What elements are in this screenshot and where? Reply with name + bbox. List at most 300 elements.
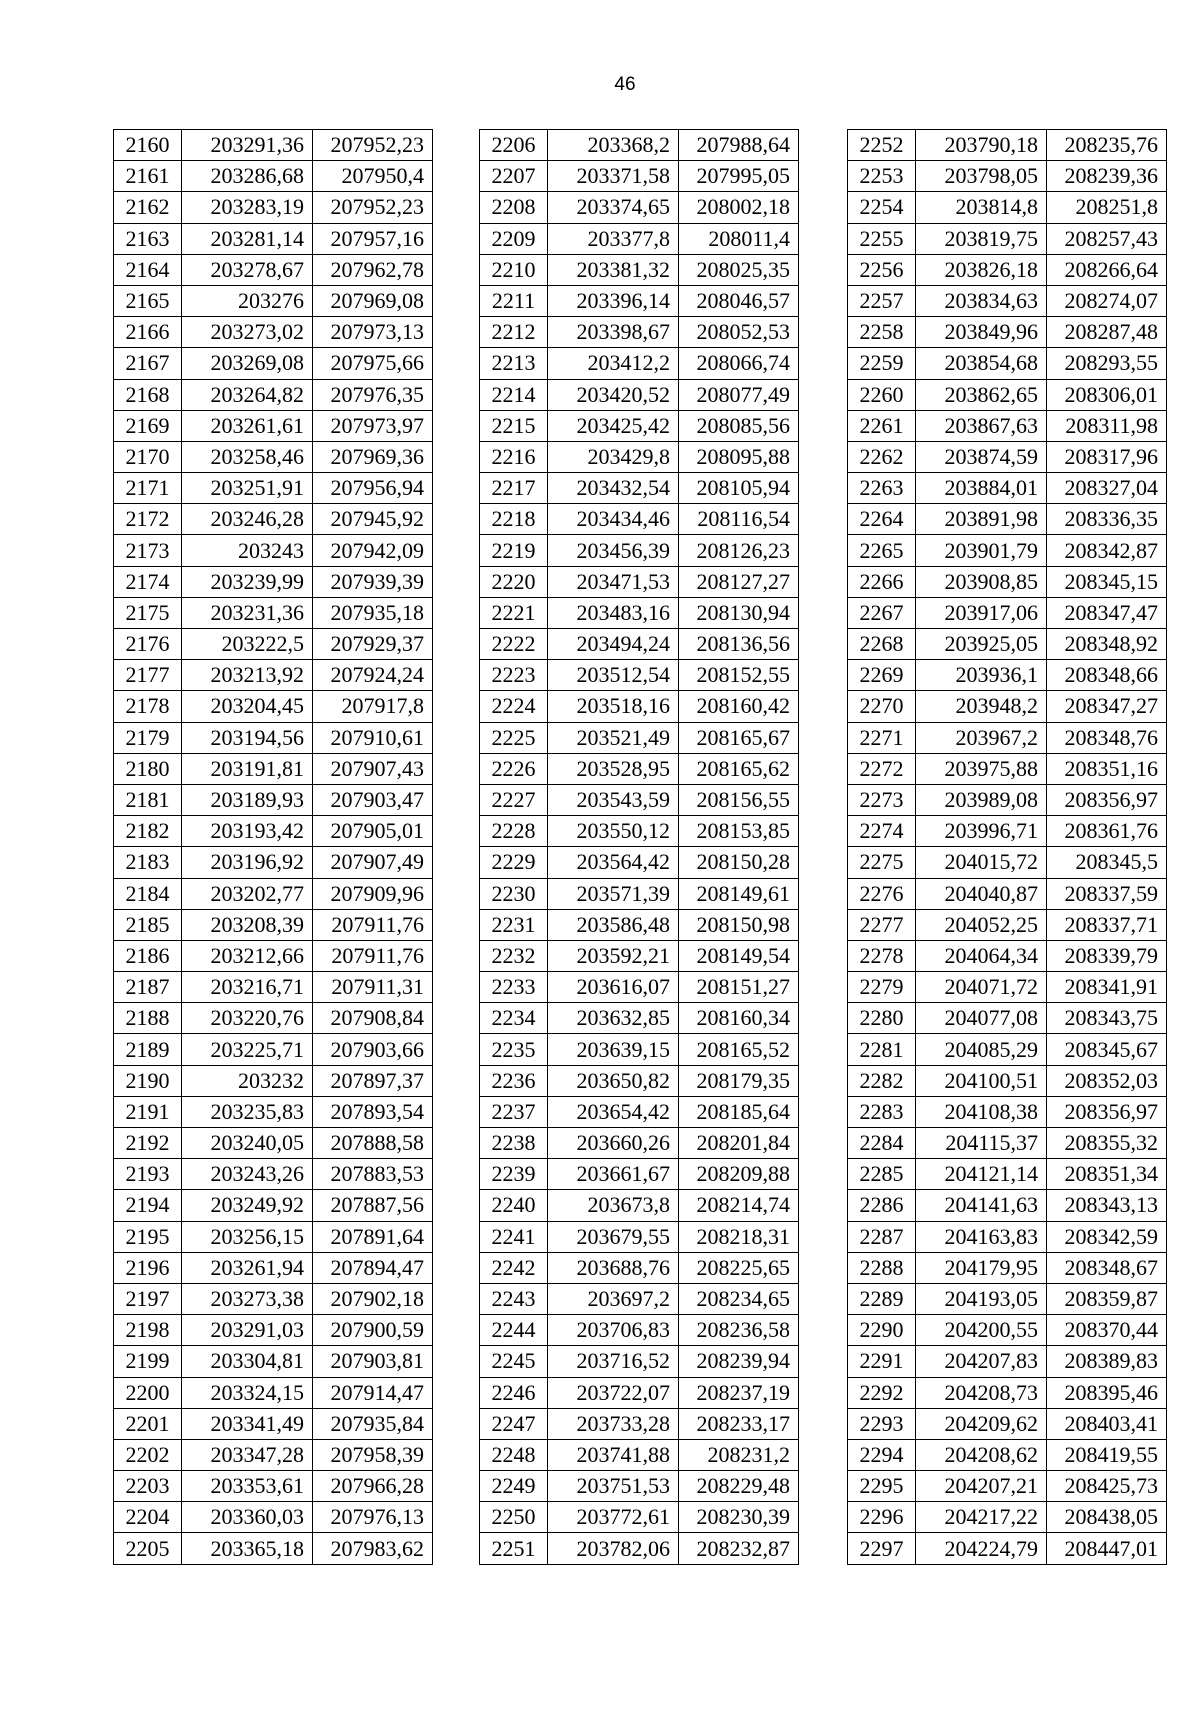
table-row (848, 1408, 1167, 1439)
point-number-cell: 2276 (848, 878, 916, 909)
table-row (848, 317, 1167, 348)
table-row (480, 1471, 799, 1502)
point-number-cell: 2230 (480, 878, 548, 909)
y-coordinate-cell: 207917,8 (313, 691, 433, 722)
y-coordinate-cell: 208356,97 (1047, 784, 1167, 815)
x-coordinate-cell: 203429,8 (548, 441, 679, 472)
x-coordinate-cell: 204200,55 (916, 1315, 1047, 1346)
table-row (114, 317, 433, 348)
x-coordinate-cell: 204163,83 (916, 1221, 1047, 1252)
x-coordinate-cell: 203884,01 (916, 473, 1047, 504)
table-row (114, 254, 433, 285)
y-coordinate-cell: 207891,64 (313, 1221, 433, 1252)
point-number-cell: 2222 (480, 629, 548, 660)
x-coordinate-cell: 204064,34 (916, 940, 1047, 971)
x-coordinate-cell: 203592,21 (548, 940, 679, 971)
point-number-cell: 2179 (114, 722, 182, 753)
y-coordinate-cell: 208347,27 (1047, 691, 1167, 722)
point-number-cell: 2256 (848, 254, 916, 285)
x-coordinate-cell: 203741,88 (548, 1439, 679, 1470)
x-coordinate-cell: 204207,83 (916, 1346, 1047, 1377)
y-coordinate-cell: 207893,54 (313, 1096, 433, 1127)
y-coordinate-cell: 208327,04 (1047, 473, 1167, 504)
x-coordinate-cell: 203782,06 (548, 1533, 679, 1564)
table-row (114, 1377, 433, 1408)
y-coordinate-cell: 208352,03 (1047, 1065, 1167, 1096)
table-row (480, 1315, 799, 1346)
point-number-cell: 2194 (114, 1190, 182, 1221)
table-row (480, 660, 799, 691)
table-row (114, 597, 433, 628)
x-coordinate-cell: 203249,92 (182, 1190, 313, 1221)
table-row (480, 130, 799, 161)
table-row (114, 504, 433, 535)
coordinates-table-3 (847, 129, 1167, 1565)
x-coordinate-cell: 203420,52 (548, 379, 679, 410)
y-coordinate-cell: 208351,34 (1047, 1159, 1167, 1190)
x-coordinate-cell: 204209,62 (916, 1408, 1047, 1439)
point-number-cell: 2163 (114, 223, 182, 254)
y-coordinate-cell: 208403,41 (1047, 1408, 1167, 1439)
point-number-cell: 2283 (848, 1096, 916, 1127)
point-number-cell: 2184 (114, 878, 182, 909)
table-row (114, 1252, 433, 1283)
x-coordinate-cell: 203365,18 (182, 1533, 313, 1564)
x-coordinate-cell: 204040,87 (916, 878, 1047, 909)
x-coordinate-cell: 204121,14 (916, 1159, 1047, 1190)
table-row (114, 1034, 433, 1065)
point-number-cell: 2205 (114, 1533, 182, 1564)
x-coordinate-cell: 203814,8 (916, 192, 1047, 223)
x-coordinate-cell: 203688,76 (548, 1252, 679, 1283)
table-row (848, 1471, 1167, 1502)
table-row (480, 629, 799, 660)
y-coordinate-cell: 208151,27 (679, 972, 799, 1003)
y-coordinate-cell: 208185,64 (679, 1096, 799, 1127)
table-row (848, 223, 1167, 254)
y-coordinate-cell: 208356,97 (1047, 1096, 1167, 1127)
point-number-cell: 2233 (480, 972, 548, 1003)
y-coordinate-cell: 208116,54 (679, 504, 799, 535)
point-number-cell: 2202 (114, 1439, 182, 1470)
x-coordinate-cell: 203697,2 (548, 1283, 679, 1314)
y-coordinate-cell: 207988,64 (679, 130, 799, 161)
point-number-cell: 2204 (114, 1502, 182, 1533)
y-coordinate-cell: 207983,62 (313, 1533, 433, 1564)
x-coordinate-cell: 203908,85 (916, 566, 1047, 597)
point-number-cell: 2255 (848, 223, 916, 254)
y-coordinate-cell: 208085,56 (679, 410, 799, 441)
x-coordinate-cell: 203189,93 (182, 784, 313, 815)
table-row (480, 223, 799, 254)
point-number-cell: 2178 (114, 691, 182, 722)
point-number-cell: 2218 (480, 504, 548, 535)
y-coordinate-cell: 208225,65 (679, 1252, 799, 1283)
table-row (480, 1190, 799, 1221)
y-coordinate-cell: 208274,07 (1047, 285, 1167, 316)
y-coordinate-cell: 207909,96 (313, 878, 433, 909)
x-coordinate-cell: 203716,52 (548, 1346, 679, 1377)
x-coordinate-cell: 203512,54 (548, 660, 679, 691)
point-number-cell: 2203 (114, 1471, 182, 1502)
point-number-cell: 2197 (114, 1283, 182, 1314)
point-number-cell: 2273 (848, 784, 916, 815)
y-coordinate-cell: 207952,23 (313, 192, 433, 223)
table-row (114, 784, 433, 815)
table-row (848, 847, 1167, 878)
x-coordinate-cell: 203204,45 (182, 691, 313, 722)
table-row (114, 192, 433, 223)
table-row (114, 1003, 433, 1034)
table-row (480, 1408, 799, 1439)
y-coordinate-cell: 208347,47 (1047, 597, 1167, 628)
point-number-cell: 2206 (480, 130, 548, 161)
x-coordinate-cell: 204141,63 (916, 1190, 1047, 1221)
point-number-cell: 2191 (114, 1096, 182, 1127)
point-number-cell: 2289 (848, 1283, 916, 1314)
table-row (480, 1439, 799, 1470)
x-coordinate-cell: 204224,79 (916, 1533, 1047, 1564)
y-coordinate-cell: 208348,67 (1047, 1252, 1167, 1283)
y-coordinate-cell: 207962,78 (313, 254, 433, 285)
x-coordinate-cell: 204217,22 (916, 1502, 1047, 1533)
point-number-cell: 2195 (114, 1221, 182, 1252)
x-coordinate-cell: 203291,36 (182, 130, 313, 161)
y-coordinate-cell: 207957,16 (313, 223, 433, 254)
point-number-cell: 2196 (114, 1252, 182, 1283)
coordinates-table-2 (479, 129, 799, 1565)
point-number-cell: 2263 (848, 473, 916, 504)
point-number-cell: 2234 (480, 1003, 548, 1034)
table-row (480, 1065, 799, 1096)
table-row (848, 722, 1167, 753)
x-coordinate-cell: 203235,83 (182, 1096, 313, 1127)
y-coordinate-cell: 207911,31 (313, 972, 433, 1003)
point-number-cell: 2198 (114, 1315, 182, 1346)
y-coordinate-cell: 208126,23 (679, 535, 799, 566)
x-coordinate-cell: 203273,02 (182, 317, 313, 348)
y-coordinate-cell: 208342,87 (1047, 535, 1167, 566)
x-coordinate-cell: 203377,8 (548, 223, 679, 254)
point-number-cell: 2280 (848, 1003, 916, 1034)
point-number-cell: 2220 (480, 566, 548, 597)
x-coordinate-cell: 203191,81 (182, 753, 313, 784)
table-row (114, 1065, 433, 1096)
x-coordinate-cell: 203518,16 (548, 691, 679, 722)
x-coordinate-cell: 203673,8 (548, 1190, 679, 1221)
point-number-cell: 2173 (114, 535, 182, 566)
y-coordinate-cell: 208239,94 (679, 1346, 799, 1377)
point-number-cell: 2241 (480, 1221, 548, 1252)
y-coordinate-cell: 208317,96 (1047, 441, 1167, 472)
x-coordinate-cell: 203849,96 (916, 317, 1047, 348)
x-coordinate-cell: 203341,49 (182, 1408, 313, 1439)
point-number-cell: 2213 (480, 348, 548, 379)
x-coordinate-cell: 204052,25 (916, 909, 1047, 940)
x-coordinate-cell: 203374,65 (548, 192, 679, 223)
x-coordinate-cell: 203733,28 (548, 1408, 679, 1439)
table-row (848, 348, 1167, 379)
table-row (114, 753, 433, 784)
point-number-cell: 2216 (480, 441, 548, 472)
point-number-cell: 2174 (114, 566, 182, 597)
table-row (114, 1128, 433, 1159)
x-coordinate-cell: 203891,98 (916, 504, 1047, 535)
x-coordinate-cell: 203246,28 (182, 504, 313, 535)
x-coordinate-cell: 203722,07 (548, 1377, 679, 1408)
table-row (114, 1439, 433, 1470)
x-coordinate-cell: 203494,24 (548, 629, 679, 660)
table-row (480, 1221, 799, 1252)
point-number-cell: 2270 (848, 691, 916, 722)
x-coordinate-cell: 203434,46 (548, 504, 679, 535)
x-coordinate-cell: 203281,14 (182, 223, 313, 254)
x-coordinate-cell: 203867,63 (916, 410, 1047, 441)
x-coordinate-cell: 203790,18 (916, 130, 1047, 161)
x-coordinate-cell: 203862,65 (916, 379, 1047, 410)
y-coordinate-cell: 207935,84 (313, 1408, 433, 1439)
y-coordinate-cell: 208348,66 (1047, 660, 1167, 691)
point-number-cell: 2257 (848, 285, 916, 316)
point-number-cell: 2169 (114, 410, 182, 441)
x-coordinate-cell: 203854,68 (916, 348, 1047, 379)
table-row (848, 285, 1167, 316)
point-number-cell: 2170 (114, 441, 182, 472)
table-row (114, 348, 433, 379)
table-row (114, 722, 433, 753)
y-coordinate-cell: 207888,58 (313, 1128, 433, 1159)
x-coordinate-cell: 203258,46 (182, 441, 313, 472)
point-number-cell: 2172 (114, 504, 182, 535)
x-coordinate-cell: 203543,59 (548, 784, 679, 815)
y-coordinate-cell: 208339,79 (1047, 940, 1167, 971)
y-coordinate-cell: 207935,18 (313, 597, 433, 628)
table-row (114, 161, 433, 192)
point-number-cell: 2243 (480, 1283, 548, 1314)
y-coordinate-cell: 207942,09 (313, 535, 433, 566)
x-coordinate-cell: 203706,83 (548, 1315, 679, 1346)
y-coordinate-cell: 208052,53 (679, 317, 799, 348)
point-number-cell: 2207 (480, 161, 548, 192)
y-coordinate-cell: 208239,36 (1047, 161, 1167, 192)
y-coordinate-cell: 208077,49 (679, 379, 799, 410)
point-number-cell: 2291 (848, 1346, 916, 1377)
point-number-cell: 2225 (480, 722, 548, 753)
point-number-cell: 2223 (480, 660, 548, 691)
x-coordinate-cell: 204179,95 (916, 1252, 1047, 1283)
y-coordinate-cell: 208136,56 (679, 629, 799, 660)
table-row (114, 1533, 433, 1564)
table-row (114, 379, 433, 410)
point-number-cell: 2295 (848, 1471, 916, 1502)
point-number-cell: 2254 (848, 192, 916, 223)
x-coordinate-cell: 203571,39 (548, 878, 679, 909)
x-coordinate-cell: 203239,99 (182, 566, 313, 597)
table-row (480, 473, 799, 504)
table-row (480, 1346, 799, 1377)
y-coordinate-cell: 207975,66 (313, 348, 433, 379)
point-number-cell: 2231 (480, 909, 548, 940)
table-row (848, 1502, 1167, 1533)
table-row (480, 192, 799, 223)
y-coordinate-cell: 208342,59 (1047, 1221, 1167, 1252)
point-number-cell: 2201 (114, 1408, 182, 1439)
y-coordinate-cell: 207907,43 (313, 753, 433, 784)
point-number-cell: 2165 (114, 285, 182, 316)
y-coordinate-cell: 208389,83 (1047, 1346, 1167, 1377)
table-row (480, 878, 799, 909)
y-coordinate-cell: 207958,39 (313, 1439, 433, 1470)
x-coordinate-cell: 204108,38 (916, 1096, 1047, 1127)
point-number-cell: 2290 (848, 1315, 916, 1346)
table-row (848, 660, 1167, 691)
y-coordinate-cell: 208150,28 (679, 847, 799, 878)
point-number-cell: 2292 (848, 1377, 916, 1408)
x-coordinate-cell: 203243,26 (182, 1159, 313, 1190)
point-number-cell: 2282 (848, 1065, 916, 1096)
table-row (848, 1377, 1167, 1408)
x-coordinate-cell: 203901,79 (916, 535, 1047, 566)
y-coordinate-cell: 207929,37 (313, 629, 433, 660)
point-number-cell: 2185 (114, 909, 182, 940)
point-number-cell: 2261 (848, 410, 916, 441)
point-number-cell: 2227 (480, 784, 548, 815)
point-number-cell: 2274 (848, 816, 916, 847)
y-coordinate-cell: 207910,61 (313, 722, 433, 753)
y-coordinate-cell: 207945,92 (313, 504, 433, 535)
point-number-cell: 2183 (114, 847, 182, 878)
x-coordinate-cell: 203202,77 (182, 878, 313, 909)
table-row (480, 254, 799, 285)
x-coordinate-cell: 203819,75 (916, 223, 1047, 254)
x-coordinate-cell: 203550,12 (548, 816, 679, 847)
x-coordinate-cell: 203231,36 (182, 597, 313, 628)
table-row (114, 629, 433, 660)
point-number-cell: 2175 (114, 597, 182, 628)
y-coordinate-cell: 208345,5 (1047, 847, 1167, 878)
point-number-cell: 2161 (114, 161, 182, 192)
y-coordinate-cell: 208232,87 (679, 1533, 799, 1564)
y-coordinate-cell: 208341,91 (1047, 972, 1167, 1003)
x-coordinate-cell: 203278,67 (182, 254, 313, 285)
x-coordinate-cell: 203874,59 (916, 441, 1047, 472)
table-row (848, 1003, 1167, 1034)
table-row (848, 1533, 1167, 1564)
y-coordinate-cell: 207995,05 (679, 161, 799, 192)
point-number-cell: 2236 (480, 1065, 548, 1096)
y-coordinate-cell: 208419,55 (1047, 1439, 1167, 1470)
table-row (114, 691, 433, 722)
point-number-cell: 2189 (114, 1034, 182, 1065)
point-number-cell: 2217 (480, 473, 548, 504)
y-coordinate-cell: 207907,49 (313, 847, 433, 878)
y-coordinate-cell: 208046,57 (679, 285, 799, 316)
table-row (848, 691, 1167, 722)
point-number-cell: 2250 (480, 1502, 548, 1533)
table-row (848, 816, 1167, 847)
table-row (114, 473, 433, 504)
point-number-cell: 2284 (848, 1128, 916, 1159)
table-row (848, 161, 1167, 192)
point-number-cell: 2272 (848, 753, 916, 784)
point-number-cell: 2258 (848, 317, 916, 348)
x-coordinate-cell: 203975,88 (916, 753, 1047, 784)
x-coordinate-cell: 203586,48 (548, 909, 679, 940)
table-row (480, 535, 799, 566)
x-coordinate-cell: 203989,08 (916, 784, 1047, 815)
x-coordinate-cell: 203251,91 (182, 473, 313, 504)
x-coordinate-cell: 203396,14 (548, 285, 679, 316)
x-coordinate-cell: 203324,15 (182, 1377, 313, 1408)
x-coordinate-cell: 203286,68 (182, 161, 313, 192)
y-coordinate-cell: 208201,84 (679, 1128, 799, 1159)
table-row (114, 1471, 433, 1502)
point-number-cell: 2208 (480, 192, 548, 223)
point-number-cell: 2167 (114, 348, 182, 379)
x-coordinate-cell: 203398,67 (548, 317, 679, 348)
point-number-cell: 2162 (114, 192, 182, 223)
table-row (480, 784, 799, 815)
coordinates-table-1 (113, 129, 433, 1565)
x-coordinate-cell: 203291,03 (182, 1315, 313, 1346)
point-number-cell: 2252 (848, 130, 916, 161)
table-row (848, 1065, 1167, 1096)
point-number-cell: 2277 (848, 909, 916, 940)
table-row (848, 1034, 1167, 1065)
y-coordinate-cell: 208336,35 (1047, 504, 1167, 535)
y-coordinate-cell: 207908,84 (313, 1003, 433, 1034)
y-coordinate-cell: 208370,44 (1047, 1315, 1167, 1346)
x-coordinate-cell: 203660,26 (548, 1128, 679, 1159)
table-row (848, 909, 1167, 940)
table-row (848, 566, 1167, 597)
table-row (480, 816, 799, 847)
table-row (848, 441, 1167, 472)
table-row (480, 1533, 799, 1564)
point-number-cell: 2240 (480, 1190, 548, 1221)
y-coordinate-cell: 208355,32 (1047, 1128, 1167, 1159)
table-row (480, 441, 799, 472)
table-row (480, 691, 799, 722)
x-coordinate-cell: 203194,56 (182, 722, 313, 753)
y-coordinate-cell: 208234,65 (679, 1283, 799, 1314)
x-coordinate-cell: 203616,07 (548, 972, 679, 1003)
table-row (480, 285, 799, 316)
x-coordinate-cell: 203917,06 (916, 597, 1047, 628)
y-coordinate-cell: 208231,2 (679, 1439, 799, 1470)
table-row (848, 753, 1167, 784)
y-coordinate-cell: 208011,4 (679, 223, 799, 254)
table-row (848, 1159, 1167, 1190)
y-coordinate-cell: 207973,13 (313, 317, 433, 348)
table-row (114, 1159, 433, 1190)
y-coordinate-cell: 208127,27 (679, 566, 799, 597)
x-coordinate-cell: 203632,85 (548, 1003, 679, 1034)
point-number-cell: 2176 (114, 629, 182, 660)
table-row (114, 847, 433, 878)
y-coordinate-cell: 207903,81 (313, 1346, 433, 1377)
table-row (848, 878, 1167, 909)
point-number-cell: 2278 (848, 940, 916, 971)
x-coordinate-cell: 203216,71 (182, 972, 313, 1003)
y-coordinate-cell: 208160,42 (679, 691, 799, 722)
y-coordinate-cell: 208233,17 (679, 1408, 799, 1439)
point-number-cell: 2192 (114, 1128, 182, 1159)
y-coordinate-cell: 208359,87 (1047, 1283, 1167, 1314)
point-number-cell: 2249 (480, 1471, 548, 1502)
x-coordinate-cell: 203967,2 (916, 722, 1047, 753)
x-coordinate-cell: 203948,2 (916, 691, 1047, 722)
